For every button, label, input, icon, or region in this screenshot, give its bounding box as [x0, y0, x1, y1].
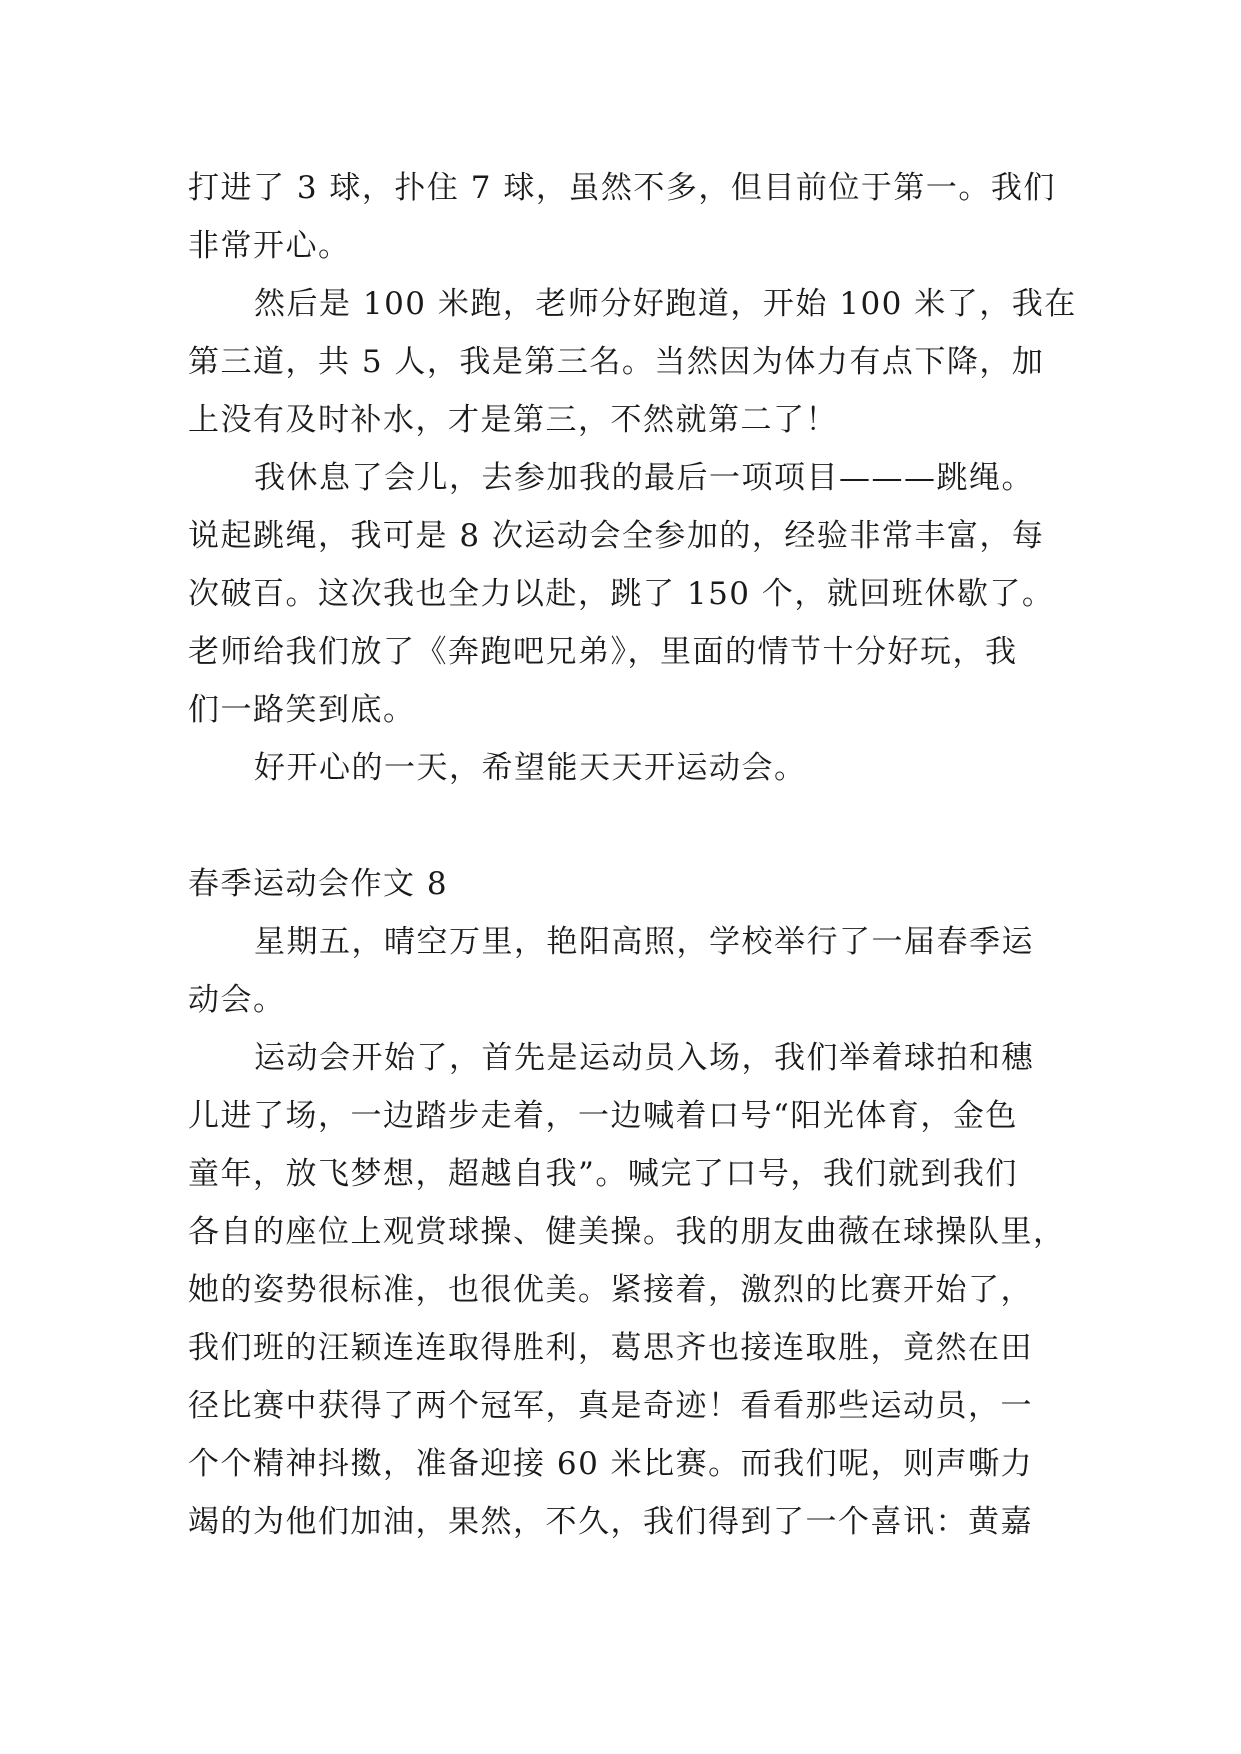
paragraph-first-line: 好开心的一天，希望能天天开运动会。 [254, 750, 807, 786]
text-line: 说起跳绳，我可是 8 次运动会全参加的，经验非常丰富，每 [188, 518, 1045, 554]
text-line: 竭的为他们加油，果然，不久，我们得到了一个喜讯：黄嘉 [188, 1504, 1033, 1540]
text-line: 径比赛中获得了两个冠军，真是奇迹！看看那些运动员，一 [188, 1388, 1033, 1424]
text-line: 我们班的汪颖连连取得胜利，葛思齐也接连取胜，竟然在田 [188, 1330, 1033, 1366]
text-line: 打进了 3 球，扑住 7 球，虽然不多，但目前位于第一。我们 [188, 170, 1056, 206]
text-line: 动会。 [188, 982, 286, 1018]
text-line: 第三道，共 5 人，我是第三名。当然因为体力有点下降，加 [188, 344, 1045, 380]
text-line: 各自的座位上观赏球操、健美操。我的朋友曲薇在球操队里， [188, 1214, 1066, 1250]
text-line: 次破百。这次我也全力以赴，跳了 150 个，就回班休歇了。 [188, 576, 1055, 612]
text-line: 们一路笑到底。 [188, 692, 416, 728]
text-line: 儿进了场，一边踏步走着，一边喊着口号“阳光体育，金色 [188, 1098, 1018, 1134]
text-line: 童年，放飞梦想，超越自我”。喊完了口号，我们就到我们 [188, 1156, 1018, 1192]
text-line: 个个精神抖擞，准备迎接 60 米比赛。而我们呢，则声嘶力 [188, 1446, 1034, 1482]
paragraph-first-line: 我休息了会儿，去参加我的最后一项项目———跳绳。 [254, 460, 1034, 496]
section-heading: 春季运动会作文 8 [188, 866, 449, 902]
paragraph-first-line: 然后是 100 米跑，老师分好跑道，开始 100 米了，我在 [254, 286, 1077, 322]
text-line: 老师给我们放了《奔跑吧兄弟》，里面的情节十分好玩，我 [188, 634, 1018, 670]
text-line: 非常开心。 [188, 228, 351, 264]
paragraph-first-line: 运动会开始了，首先是运动员入场，我们举着球拍和穗 [254, 1040, 1034, 1076]
text-line: 上没有及时补水，才是第三，不然就第二了！ [188, 402, 838, 438]
text-line: 她的姿势很标准，也很优美。紧接着，激烈的比赛开始了， [188, 1272, 1033, 1308]
paragraph-first-line: 星期五，晴空万里，艳阳高照，学校举行了一届春季运 [254, 924, 1034, 960]
